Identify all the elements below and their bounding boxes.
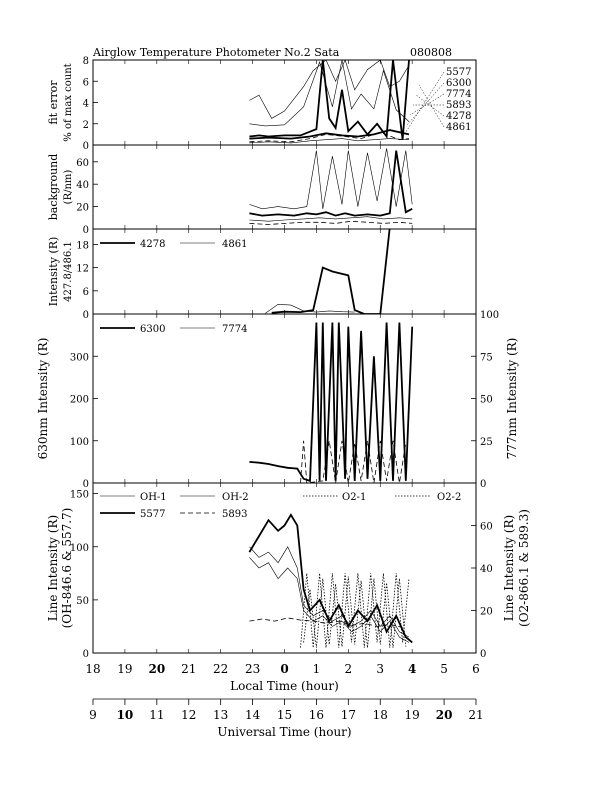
legend-label: 5577 [446, 67, 472, 78]
local-time-tick-label: 0 [280, 662, 289, 676]
local-time-tick-label: 3 [376, 662, 385, 676]
y-axis-label: (OH-846.6 & 557.7) [60, 507, 74, 629]
series-d [249, 221, 412, 224]
chart-title: Airglow Temperature Photometer No.2 Sata [93, 46, 340, 59]
local-time-tick-label: 22 [213, 662, 229, 676]
series-b [249, 148, 412, 208]
y-tick-label: 100 [69, 436, 89, 448]
y2-axis-label: (O2-866.1 & 589.3) [517, 509, 531, 627]
series-5577 [249, 60, 409, 140]
universal-time-tick-label: 15 [276, 708, 293, 722]
local-time-tick-label: 21 [181, 662, 197, 676]
y-axis-label: % of max count [63, 63, 74, 142]
y2-tick-label: 60 [480, 521, 493, 533]
y2-axis-label: 777nm Intensity (R) [505, 337, 519, 460]
series-group [249, 60, 409, 143]
y-tick-label: 60 [76, 157, 89, 169]
y-tick-label: 300 [69, 352, 89, 364]
local-time-tick-label: 4 [407, 662, 417, 676]
panel-frame [93, 145, 476, 229]
legend-leader [410, 94, 444, 115]
legend-label: 4278 [140, 239, 166, 250]
legend-label: 6300 [446, 78, 472, 89]
y-tick-label: 50 [76, 595, 89, 607]
y-tick-label: 6 [82, 286, 89, 298]
legend-leader [416, 95, 444, 116]
legend-label: 5893 [446, 100, 472, 111]
local-time-tick-label: 19 [117, 662, 133, 676]
legend-label: O2-1 [342, 492, 367, 503]
y2-tick-label: 0 [480, 479, 487, 490]
series-group [249, 323, 412, 484]
local-time-tick-label: 23 [244, 662, 261, 676]
local-time-tick-label: 18 [85, 662, 101, 676]
y-axis-label: background [47, 153, 60, 221]
universal-time-tick-label: 11 [149, 708, 165, 722]
y2-tick-label: 50 [480, 394, 493, 406]
y-tick-label: 100 [69, 542, 89, 554]
series-c [249, 217, 412, 222]
y2-tick-label: 20 [480, 606, 493, 618]
universal-time-axis-label: Universal Time (hour) [217, 725, 352, 739]
series-O2-1 [301, 573, 410, 647]
plot-layer [36, 56, 531, 739]
universal-time-tick-label: 20 [435, 708, 453, 722]
legend-label: OH-1 [140, 492, 167, 503]
y2-tick-label: 75 [480, 352, 493, 364]
universal-time-tick-label: 9 [89, 708, 97, 722]
universal-time-tick-label: 17 [340, 708, 356, 722]
y-tick-label: 8 [82, 56, 89, 67]
local-time-tick-label: 1 [312, 662, 321, 676]
y-tick-label: 18 [76, 240, 89, 252]
y-axis-label: fit error [47, 80, 60, 125]
universal-time-tick-label: 21 [468, 708, 484, 722]
y2-tick-label: 100 [480, 310, 500, 321]
y-tick-label: 0 [82, 479, 89, 490]
universal-time-tick-label: 18 [372, 708, 388, 722]
legend-leader [407, 83, 444, 125]
legend-label: 5577 [140, 509, 166, 520]
universal-time-tick-label: 14 [244, 708, 261, 722]
local-time-tick-label: 2 [344, 662, 353, 676]
series-6300 [249, 323, 412, 481]
y-axis-label: Line Intensity (R) [46, 514, 60, 622]
series-OH-2 [249, 547, 409, 637]
y-tick-label: 0 [82, 225, 89, 236]
universal-time-tick-label: 19 [404, 708, 420, 722]
y-tick-label: 40 [76, 180, 89, 192]
y-axis-label: 630nm Intensity (R) [36, 337, 50, 460]
legend-label: 7774 [222, 324, 248, 335]
legend-leader [404, 72, 444, 135]
legend-label: 6300 [140, 324, 166, 335]
local-time-tick-label: 20 [148, 662, 166, 676]
series-group [249, 515, 412, 648]
y-tick-label: 12 [76, 263, 89, 275]
chart-date: 080808 [410, 46, 452, 59]
y2-tick-label: 0 [480, 649, 487, 660]
series-6300 [249, 60, 409, 118]
legend-label: 5893 [222, 509, 248, 520]
local-time-tick-label: 6 [472, 662, 480, 676]
panel-frame [93, 314, 476, 483]
panel-frame [93, 60, 476, 145]
y-axis-label: Intensity (R) [47, 236, 60, 307]
legend-label: O2-2 [437, 492, 462, 503]
y-tick-label: 20 [76, 202, 89, 214]
y-tick-label: 0 [82, 141, 89, 152]
legend-leader [419, 85, 444, 127]
y-tick-label: 0 [82, 310, 89, 321]
universal-time-tick-label: 16 [308, 708, 325, 722]
series-group [249, 148, 412, 224]
y2-tick-label: 40 [480, 564, 493, 575]
y-tick-label: 150 [69, 489, 89, 501]
legend-label: 4861 [446, 122, 472, 133]
y-tick-label: 2 [82, 119, 89, 131]
legend-label: 4278 [446, 111, 472, 122]
y-tick-label: 4 [82, 98, 89, 110]
y-tick-label: 200 [69, 394, 89, 406]
series-4861 [249, 139, 409, 143]
legend-label: 7774 [446, 89, 472, 100]
universal-time-tick-label: 12 [181, 708, 197, 722]
y-tick-label: 6 [82, 77, 89, 89]
local-time-tick-label: 5 [440, 662, 448, 676]
local-time-axis-label: Local Time (hour) [230, 679, 339, 693]
y-axis-label: (R/nm) [63, 169, 74, 205]
legend-label: 4861 [222, 239, 248, 250]
universal-time-tick-label: 13 [213, 708, 229, 722]
universal-time-tick-label: 10 [116, 708, 134, 722]
y2-tick-label: 25 [480, 436, 493, 448]
series-a [249, 151, 412, 216]
legend-label: OH-2 [222, 492, 249, 503]
y-axis-label: 427.8/486.1 [63, 241, 74, 302]
y2-axis-label: Line Intensity (R) [502, 514, 516, 622]
y-tick-label: 0 [82, 649, 89, 660]
